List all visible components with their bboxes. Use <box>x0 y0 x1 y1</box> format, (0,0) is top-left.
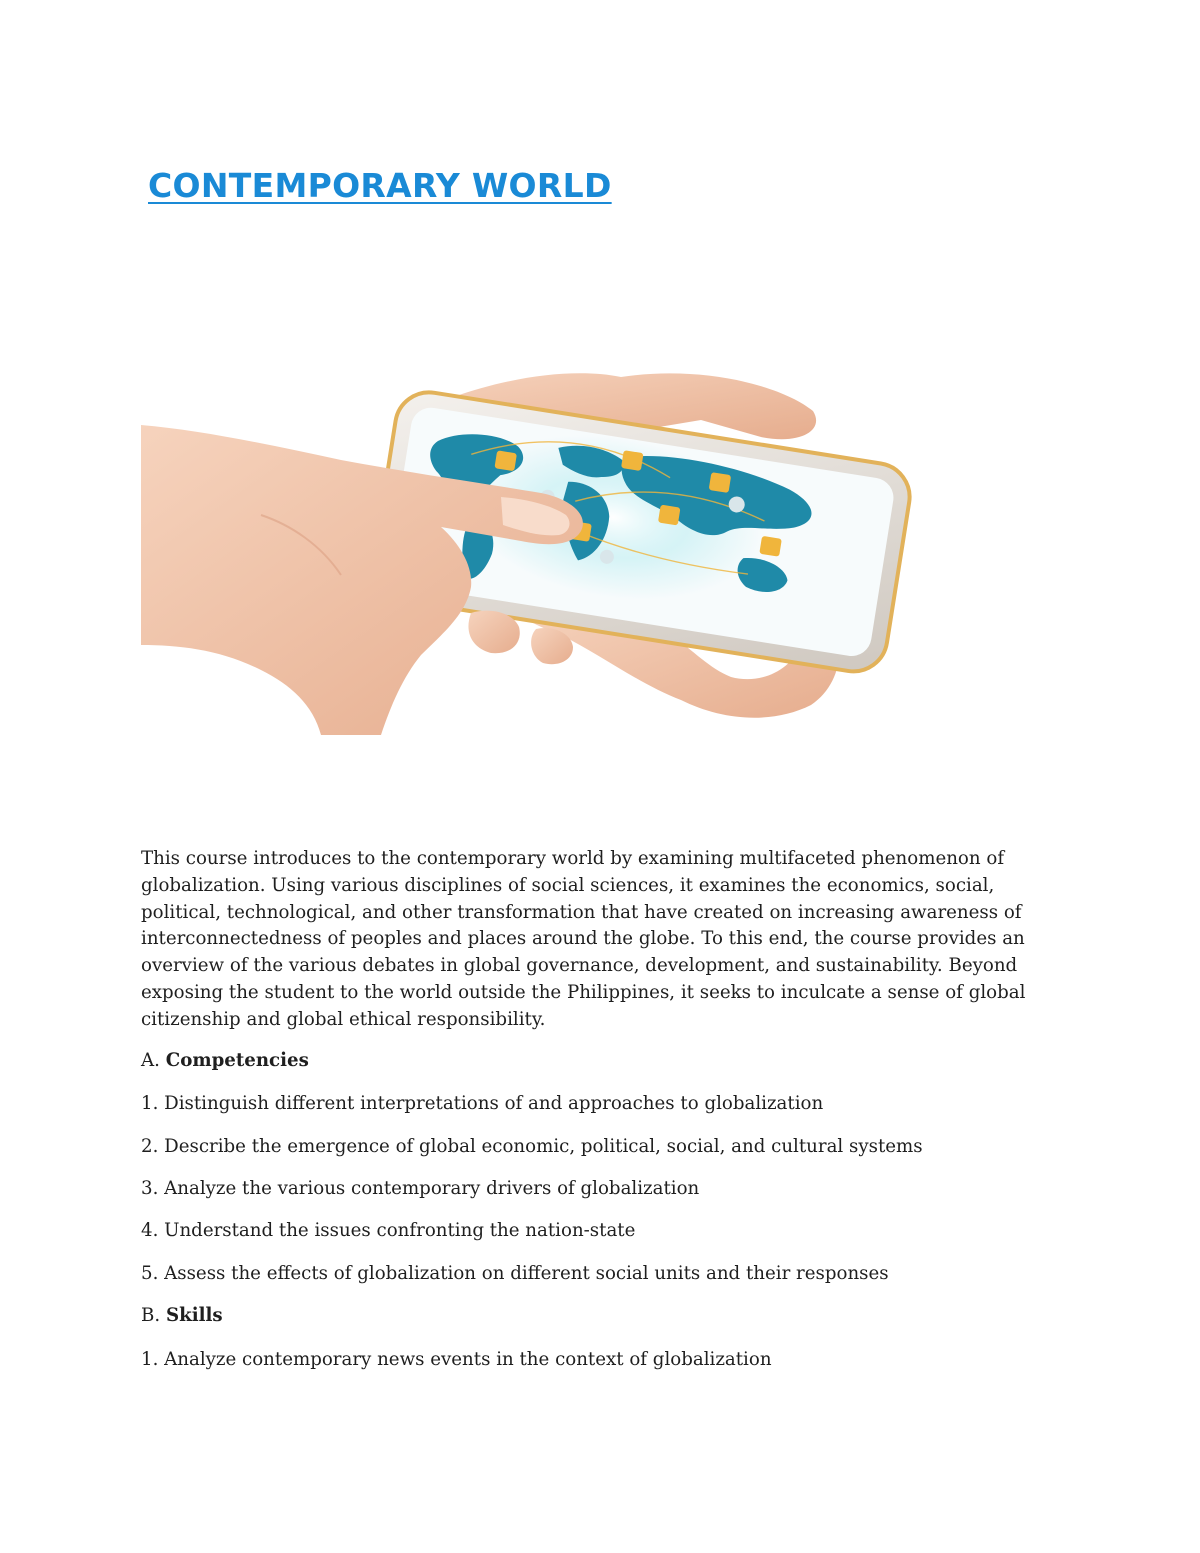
skill-item: 1. Analyze contemporary news events in the context of globalization <box>141 1348 772 1370</box>
hands-smartphone-world-map-image <box>141 215 1059 815</box>
section-b-heading <box>141 1303 1061 1330</box>
section-a-prefix: A. <box>141 1049 160 1071</box>
document-body <box>141 846 1061 1389</box>
section-a-heading <box>141 1048 1061 1075</box>
section-b-prefix: B. <box>141 1304 161 1326</box>
competency-item: 3. Analyze the various contemporary drivers of globalization <box>141 1177 700 1199</box>
document-title: CONTEMPORARY WORLD <box>148 166 612 205</box>
section-a-title: Competencies <box>165 1049 309 1071</box>
competency-item: 5. Assess the effects of globalization on different social units and their responses <box>141 1262 889 1284</box>
competency-item: 4. Understand the issues confronting the nation-state <box>141 1220 636 1242</box>
competency-item: 1. Distinguish different interpretations of and approaches to globalization <box>141 1093 824 1115</box>
competency-item: 2. Describe the emergence of global economic, political, social, and cultural systems <box>141 1135 923 1157</box>
section-b-title: Skills <box>165 1304 223 1326</box>
course-description: This course introduces to the contemporary world by examining multifaceted phenomenon of globalization. Using various disciplines of social sciences, it examines the economics, social, political, technological, and other transformation that have created on increasing awareness of interconnectedness of peoples and places around the globe. To this end, the course provides an overview of the various debates in global governance, development, and sustainability. Beyond exposing the student to the world outside the Philippines, it seeks to inculcate a sense of global citizenship and global ethical responsibility. <box>141 848 1026 1030</box>
